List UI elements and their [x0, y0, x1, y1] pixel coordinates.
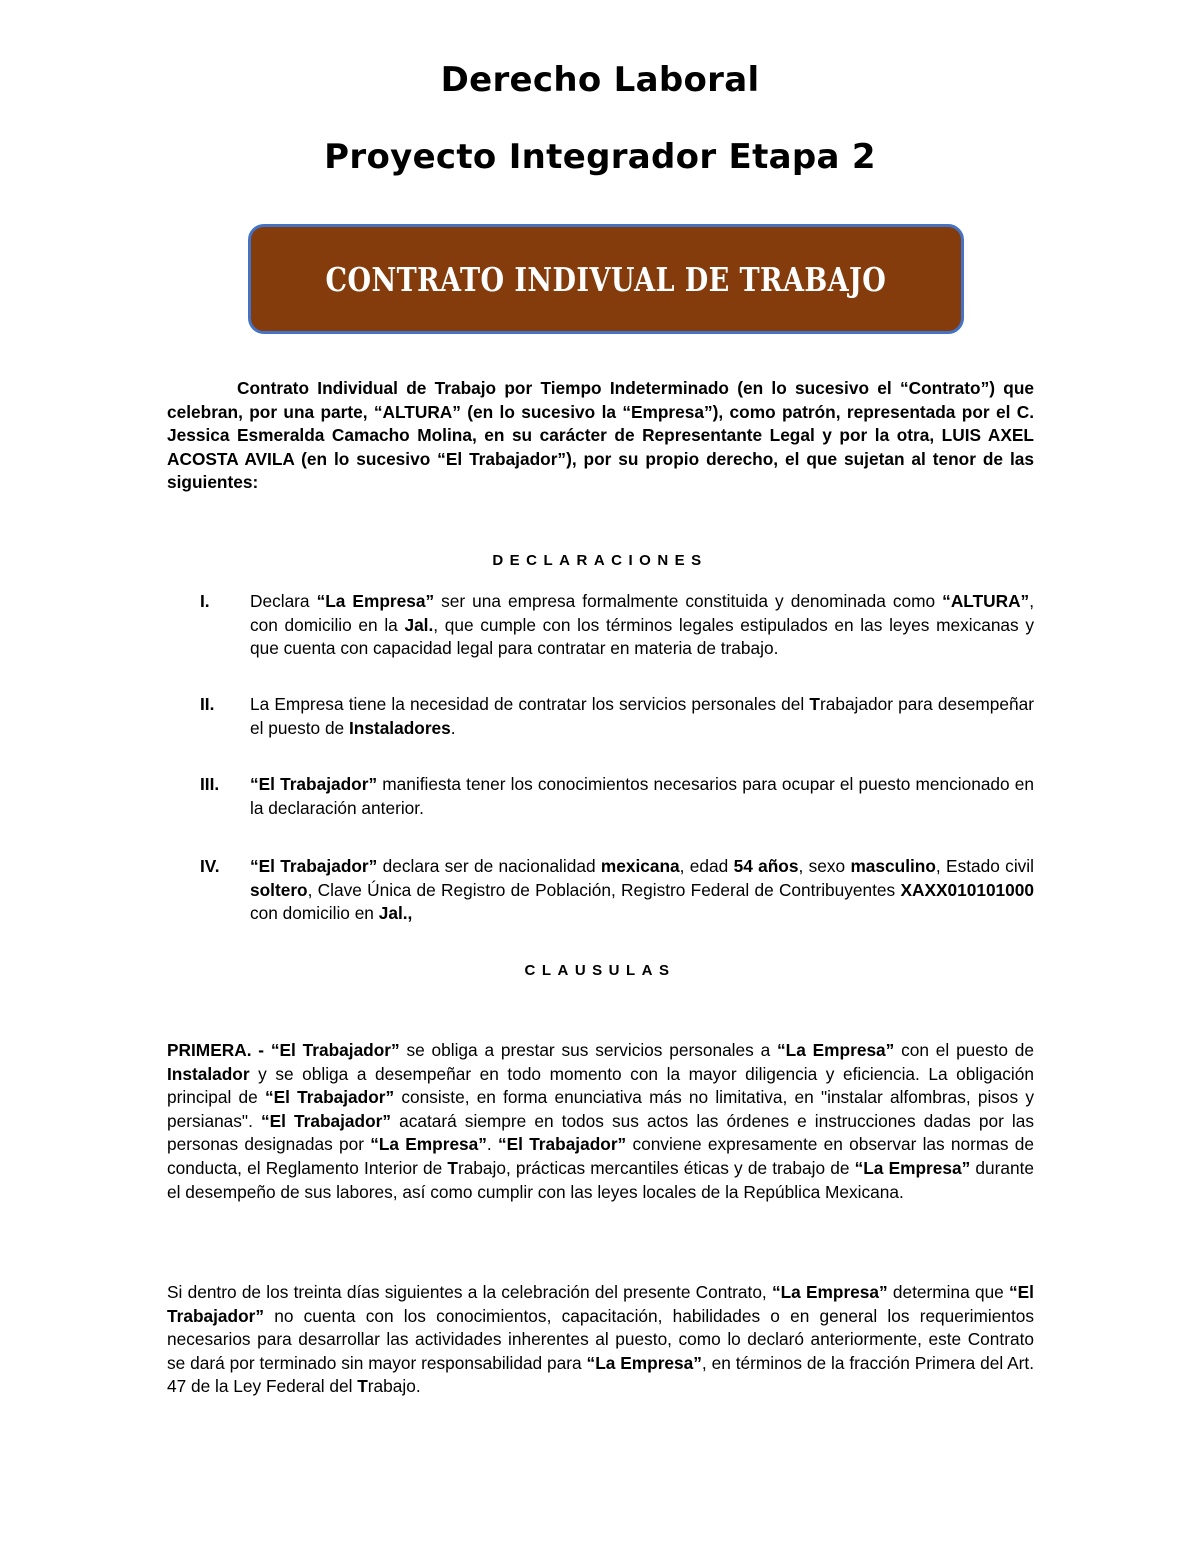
emphasis-text: “El Trabajador”: [260, 1110, 391, 1131]
emphasis-text: masculino: [850, 856, 936, 876]
emphasis-text: “El Trabajador”: [250, 774, 378, 794]
declaration-number: IV.: [200, 856, 220, 876]
body-text: , edad: [679, 856, 734, 876]
body-text: determina que: [887, 1282, 1010, 1302]
body-text: .: [450, 717, 456, 738]
declaration-text: [250, 590, 1034, 661]
emphasis-text: “ALTURA”: [942, 591, 1030, 611]
body-text: .: [486, 1134, 498, 1155]
emphasis-text: soltero: [250, 879, 308, 900]
emphasis-text: XAXX010101000: [900, 879, 1034, 900]
emphasis-text: mexicana: [600, 856, 680, 876]
body-text: rabajo.: [367, 1376, 421, 1397]
body-text: se obliga a prestar sus servicios personales a: [399, 1040, 778, 1060]
emphasis-text: 54 años: [733, 856, 799, 876]
body-text: con domicilio en: [250, 903, 379, 924]
declaration-number: III.: [200, 774, 220, 794]
emphasis-text: “El Trabajador”: [264, 1087, 395, 1108]
clausula-primera-paragraph: [167, 1039, 1034, 1204]
emphasis-text: Jal.,: [378, 903, 413, 924]
emphasis-text: “El Trabajador”: [497, 1134, 627, 1155]
body-text: y se obliga a desempeñar en todo momento con la mayor diligencia y eficiencia. La obligación principal de: [167, 1063, 1034, 1108]
emphasis-text: Instaladores: [348, 717, 451, 738]
body-text: manifiesta tener los conocimientos necesarios para ocupar el puesto mencionado en la declaración anterior.: [250, 774, 1035, 818]
body-text: , Clave Única de Registro de Población, Registro Federal de Contribuyentes: [307, 879, 901, 900]
emphasis-text: “La Empresa”: [777, 1040, 895, 1060]
emphasis-text: “El Trabajador”: [250, 856, 378, 876]
emphasis-text: “La Empresa”: [586, 1352, 702, 1373]
declaration-text: [250, 855, 1034, 926]
declaration-item: [200, 693, 1034, 740]
emphasis-text: T: [357, 1376, 368, 1397]
clausula-trial-period-paragraph: [167, 1281, 1034, 1399]
clausulas-heading: CLAUSULAS: [524, 962, 676, 979]
contract-title-banner: [248, 224, 964, 334]
emphasis-text: Instalador: [167, 1063, 250, 1084]
body-text: , con domicilio en la: [250, 591, 1035, 635]
declaration-text: [250, 693, 1034, 740]
emphasis-text: “La Empresa”: [316, 591, 435, 611]
declaration-item: [200, 590, 1034, 661]
body-text: Declara: [250, 591, 317, 611]
body-text: declara ser de nacionalidad: [377, 856, 601, 876]
document-subtitle: Proyecto Integrador Etapa 2: [324, 137, 876, 177]
emphasis-text: “La Empresa”: [370, 1134, 487, 1155]
body-text: , que cumple con los términos legales estipulados en las leyes mexicanas y que cuenta con capacidad legal para contratar en materia de trabajo.: [250, 614, 1034, 659]
body-text: ser una empresa formalmente constituida y denominada como: [434, 591, 943, 611]
document-title: Derecho Laboral: [440, 60, 760, 100]
emphasis-text: “El Trabajador”: [167, 1282, 1034, 1326]
emphasis-text: Jal.: [404, 614, 434, 635]
emphasis-text: T: [809, 694, 820, 714]
body-text: , Estado civil: [935, 856, 1034, 876]
declaration-text: [250, 773, 1034, 820]
body-text: durante el desempeño de sus labores, así como cumplir con las leyes locales de la República Mexicana.: [167, 1157, 1035, 1202]
body-text: conviene expresamente en observar las normas de conducta, el Reglamento Interior de: [167, 1134, 1035, 1178]
body-text: con el puesto de: [894, 1040, 1034, 1060]
emphasis-text: “La Empresa”: [771, 1282, 888, 1302]
body-text: rabajador para desempeñar el puesto de: [250, 694, 1034, 738]
emphasis-text: “La Empresa”: [854, 1157, 971, 1178]
declaration-item: [200, 773, 1034, 820]
body-text: , sexo: [798, 856, 851, 876]
intro-paragraph: [167, 377, 1034, 495]
body-text: rabajo, prácticas mercantiles éticas y de trabajo de: [457, 1157, 855, 1178]
emphasis-text: T: [447, 1157, 458, 1178]
body-text: , en términos de la fracción Primera del Art. 47 de la Ley Federal del: [167, 1352, 1034, 1397]
body-text: acatará siempre en todos sus actos las órdenes e instrucciones dadas por las personas designadas por: [167, 1110, 1035, 1155]
intro-text: Contrato Individual de Trabajo por Tiempo Indeterminado (en lo sucesivo el “Contrato”) que celebran, por una parte, “ALTURA” (en lo sucesivo la “Empresa”), como patrón, representada por el C. Jessica Esmeralda Camacho Molina, en su carácter de Representante Legal y por la otra, LUIS AXEL ACOSTA AVILA (en lo sucesivo “El Trabajador”), por su propio derecho, el que sujetan al tenor de las siguientes:: [167, 378, 1034, 493]
body-text: no cuenta con los conocimientos, capacitación, habilidades o en general los requerimientos necesarios para desarrollar las actividades inherentes al puesto, como lo declaró anteriormente, este Contrato se dará por terminado sin mayor responsabilidad para: [167, 1305, 1034, 1373]
emphasis-text: PRIMERA. - “El Trabajador”: [167, 1040, 400, 1060]
declaration-number: II.: [200, 694, 215, 714]
body-text: consiste, en forma enunciativa más no limitativa, en "instalar alfombras, pisos y persianas".: [167, 1087, 1035, 1131]
declaration-number: I.: [200, 591, 210, 611]
declaraciones-heading: DECLARACIONES: [492, 552, 708, 569]
body-text: La Empresa tiene la necesidad de contratar los servicios personales del: [250, 694, 810, 714]
declaration-item: [200, 855, 1034, 926]
contract-title-text: CONTRATO INDIVUAL DE TRABAJO: [325, 259, 887, 299]
body-text: Si dentro de los treinta días siguientes a la celebración del presente Contrato,: [167, 1282, 772, 1302]
